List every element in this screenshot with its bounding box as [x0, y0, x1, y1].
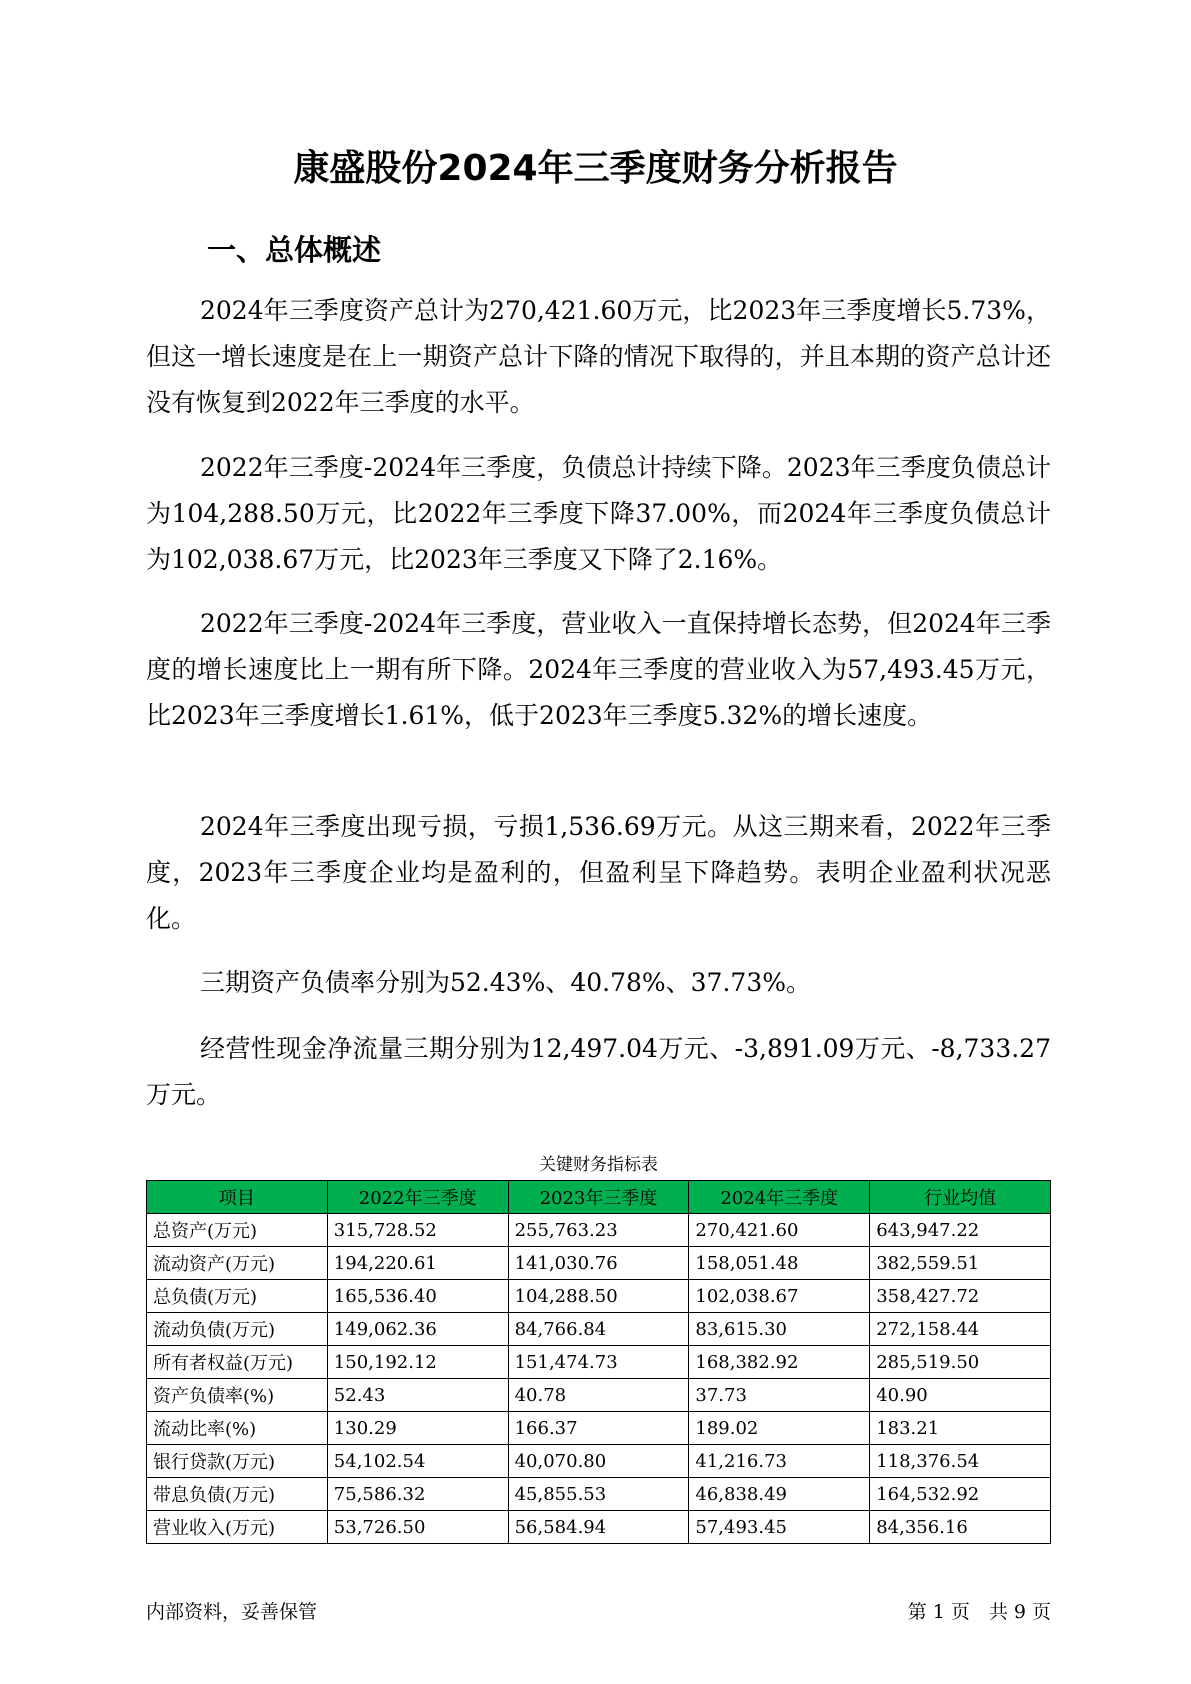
table-cell: 75,586.32 [327, 1478, 508, 1511]
paragraph-cash-flow: 经营性现金净流量三期分别为12,497.04万元、-3,891.09万元、-8,733.27万元。 [146, 1034, 1051, 1109]
row-label: 流动负债(万元) [147, 1313, 328, 1346]
table-header-row [147, 1181, 1051, 1214]
table-cell: 382,559.51 [870, 1247, 1051, 1280]
table-cell: 285,519.50 [870, 1346, 1051, 1379]
row-label: 流动资产(万元) [147, 1247, 328, 1280]
table-cell: 194,220.61 [327, 1247, 508, 1280]
table-cell: 643,947.22 [870, 1214, 1051, 1247]
paragraph-profit: 2024年三季度出现亏损，亏损1,536.69万元。从这三期来看，2022年三季度，2023年三季度企业均是盈利的，但盈利呈下降趋势。表明企业盈利状况恶化。 [146, 812, 1051, 933]
table-cell: 40.90 [870, 1379, 1051, 1412]
table-cell: 57,493.45 [689, 1511, 870, 1544]
report-title: 康盛股份2024年三季度财务分析报告 [293, 148, 898, 189]
table-cell: 315,728.52 [327, 1214, 508, 1247]
table-cell: 118,376.54 [870, 1445, 1051, 1478]
key-financial-table [146, 1180, 1051, 1544]
table-row [147, 1478, 1051, 1511]
table-row [147, 1280, 1051, 1313]
table-cell: 84,356.16 [870, 1511, 1051, 1544]
table-cell: 149,062.36 [327, 1313, 508, 1346]
table-cell: 130.29 [327, 1412, 508, 1445]
table-cell: 54,102.54 [327, 1445, 508, 1478]
table-caption: 关键财务指标表 [539, 1155, 658, 1175]
row-label: 所有者权益(万元) [147, 1346, 328, 1379]
row-label: 银行贷款(万元) [147, 1445, 328, 1478]
table-cell: 53,726.50 [327, 1511, 508, 1544]
row-label: 带息负债(万元) [147, 1478, 328, 1511]
table-cell: 151,474.73 [508, 1346, 689, 1379]
table-cell: 52.43 [327, 1379, 508, 1412]
table-row [147, 1214, 1051, 1247]
table-row [147, 1346, 1051, 1379]
table-cell: 46,838.49 [689, 1478, 870, 1511]
table-cell: 255,763.23 [508, 1214, 689, 1247]
table-cell: 358,427.72 [870, 1280, 1051, 1313]
table-cell: 41,216.73 [689, 1445, 870, 1478]
table-cell: 37.73 [689, 1379, 870, 1412]
row-label: 流动比率(%) [147, 1412, 328, 1445]
footer-confidential-note: 内部资料，妥善保管 [146, 1601, 318, 1623]
footer-page-number: 第 1 页 共 9 页 [907, 1601, 1051, 1623]
row-label: 营业收入(万元) [147, 1511, 328, 1544]
table-row [147, 1247, 1051, 1280]
table-cell: 40,070.80 [508, 1445, 689, 1478]
table-cell: 83,615.30 [689, 1313, 870, 1346]
table-cell: 45,855.53 [508, 1478, 689, 1511]
paragraph-debt-ratio: 三期资产负债率分别为52.43%、40.78%、37.73%。 [200, 968, 811, 997]
table-cell: 165,536.40 [327, 1280, 508, 1313]
row-label: 资产负债率(%) [147, 1379, 328, 1412]
table-cell: 164,532.92 [870, 1478, 1051, 1511]
table-row [147, 1313, 1051, 1346]
paragraph-liabilities: 2022年三季度-2024年三季度，负债总计持续下降。2023年三季度负债总计为104,288.50万元，比2022年三季度下降37.00%，而2024年三季度负债总计为102,038.67万元，比2023年三季度又下降了2.16%。 [146, 453, 1051, 574]
table-cell: 270,421.60 [689, 1214, 870, 1247]
row-label: 总负债(万元) [147, 1280, 328, 1313]
paragraph-revenue: 2022年三季度-2024年三季度，营业收入一直保持增长态势，但2024年三季度的增长速度比上一期有所下降。2024年三季度的营业收入为57,493.45万元，比2023年三季度增长1.61%，低于2023年三季度5.32%的增长速度。 [146, 609, 1051, 730]
header-2024q3: 2024年三季度 [689, 1181, 870, 1214]
table-row [147, 1511, 1051, 1544]
paragraph-assets: 2024年三季度资产总计为270,421.60万元，比2023年三季度增长5.73%，但这一增长速度是在上一期资产总计下降的情况下取得的，并且本期的资产总计还没有恢复到2022年三季度的水平。 [146, 296, 1051, 417]
table-cell: 84,766.84 [508, 1313, 689, 1346]
table-cell: 189.02 [689, 1412, 870, 1445]
table-cell: 158,051.48 [689, 1247, 870, 1280]
header-item: 项目 [147, 1181, 328, 1214]
header-2022q3: 2022年三季度 [327, 1181, 508, 1214]
table-row [147, 1445, 1051, 1478]
table-cell: 56,584.94 [508, 1511, 689, 1544]
table-cell: 150,192.12 [327, 1346, 508, 1379]
table-row [147, 1379, 1051, 1412]
table-cell: 166.37 [508, 1412, 689, 1445]
table-cell: 141,030.76 [508, 1247, 689, 1280]
header-industry-avg: 行业均值 [870, 1181, 1051, 1214]
table-row [147, 1412, 1051, 1445]
table-cell: 104,288.50 [508, 1280, 689, 1313]
table-cell: 40.78 [508, 1379, 689, 1412]
row-label: 总资产(万元) [147, 1214, 328, 1247]
table-cell: 102,038.67 [689, 1280, 870, 1313]
table-cell: 183.21 [870, 1412, 1051, 1445]
table-cell: 168,382.92 [689, 1346, 870, 1379]
header-2023q3: 2023年三季度 [508, 1181, 689, 1214]
section-heading: 一、总体概述 [207, 233, 382, 267]
table-cell: 272,158.44 [870, 1313, 1051, 1346]
